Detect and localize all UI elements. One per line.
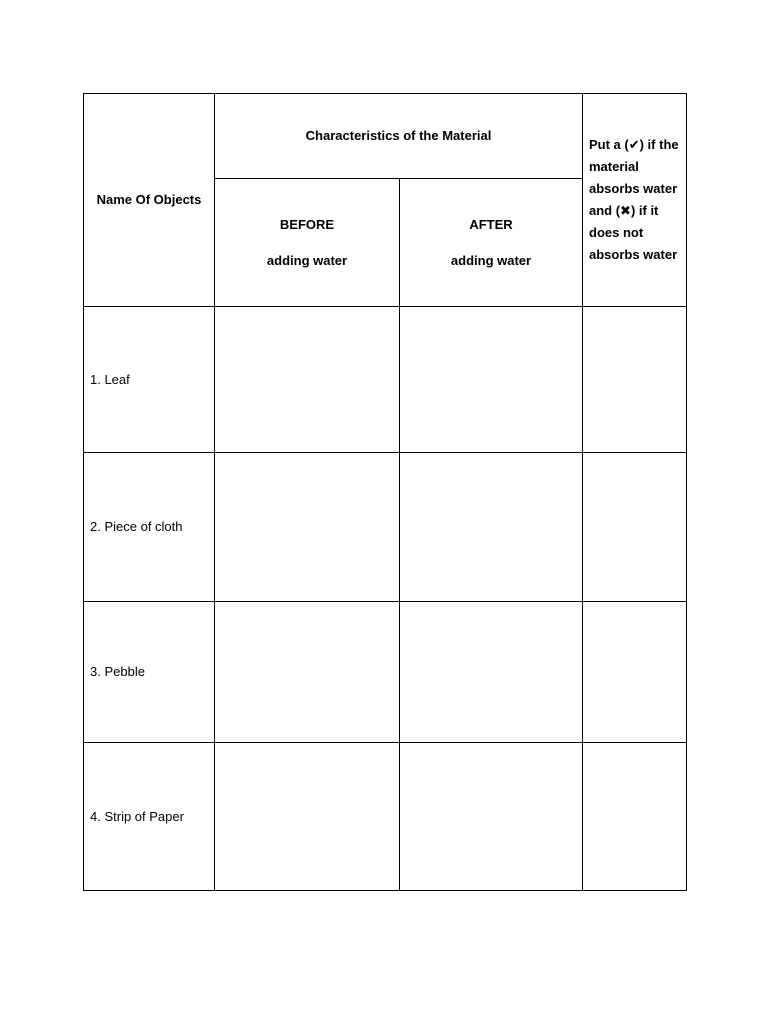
table-row [84,307,687,453]
after-cell-cloth[interactable] [400,453,583,602]
before-cell-leaf[interactable] [215,307,400,453]
header-after-sub: adding water [450,252,532,268]
row-name-pebble: 3. Pebble [84,602,215,743]
table-row [84,743,687,891]
absorb-cell-paper[interactable] [583,743,687,891]
worksheet-table [83,93,687,891]
before-cell-cloth[interactable] [215,453,400,602]
table-row [84,602,687,743]
header-after [400,179,583,307]
row-name-paper: 4. Strip of Paper [84,743,215,891]
header-before-sub: adding water [266,252,348,268]
absorb-cell-leaf[interactable] [583,307,687,453]
row-name-leaf: 1. Leaf [84,307,215,453]
header-instruction: Put a (✔) if the material absorbs water and (✖) if it does not absorbs water [583,94,687,307]
before-cell-paper[interactable] [215,743,400,891]
before-cell-pebble[interactable] [215,602,400,743]
absorb-cell-pebble[interactable] [583,602,687,743]
row-name-cloth: 2. Piece of cloth [84,453,215,602]
absorb-cell-cloth[interactable] [583,453,687,602]
header-before [215,179,400,307]
header-after-label: AFTER [469,216,513,232]
after-cell-pebble[interactable] [400,602,583,743]
after-cell-leaf[interactable] [400,307,583,453]
header-before-label: BEFORE [279,216,335,232]
table-row [84,453,687,602]
header-characteristics: Characteristics of the Material [215,94,583,179]
header-name-of-objects: Name Of Objects [84,94,215,307]
after-cell-paper[interactable] [400,743,583,891]
